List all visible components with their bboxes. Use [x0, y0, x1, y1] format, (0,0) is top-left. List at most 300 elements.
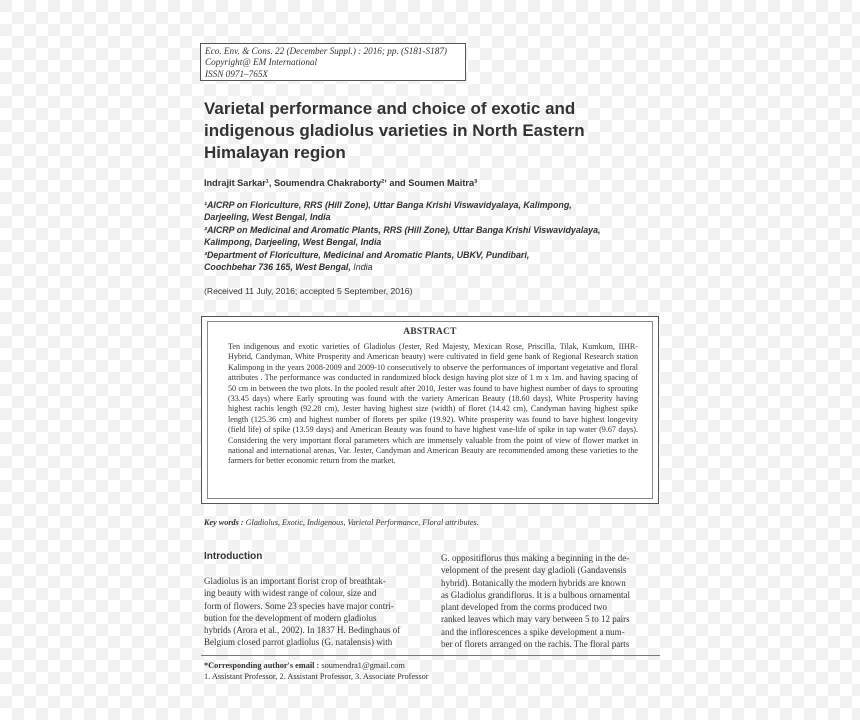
checker-tile	[576, 288, 588, 300]
checker-tile	[528, 672, 540, 684]
checker-tile	[60, 588, 72, 600]
checker-tile	[852, 540, 860, 552]
checker-tile	[168, 312, 180, 324]
checker-tile	[300, 300, 312, 312]
checker-tile	[840, 648, 852, 660]
checker-tile	[636, 156, 648, 168]
checker-tile	[696, 48, 708, 60]
checker-tile	[492, 276, 504, 288]
checker-tile	[0, 480, 12, 492]
checker-tile	[12, 540, 24, 552]
checker-tile	[756, 156, 768, 168]
checker-tile	[540, 12, 552, 24]
checker-tile	[576, 168, 588, 180]
checker-tile	[168, 216, 180, 228]
checker-tile	[744, 408, 756, 420]
checker-tile	[828, 132, 840, 144]
checker-tile	[672, 168, 684, 180]
checker-tile	[192, 552, 204, 564]
checker-tile	[852, 612, 860, 624]
checker-tile	[36, 324, 48, 336]
checker-tile	[0, 504, 12, 516]
checker-tile	[732, 636, 744, 648]
checker-tile	[648, 48, 660, 60]
checker-tile	[492, 660, 504, 672]
checker-tile	[372, 12, 384, 24]
checker-tile	[792, 576, 804, 588]
checker-tile	[816, 48, 828, 60]
checker-tile	[768, 336, 780, 348]
checker-tile	[300, 540, 312, 552]
checker-tile	[0, 360, 12, 372]
checker-tile	[24, 552, 36, 564]
checker-tile	[72, 456, 84, 468]
checker-tile	[600, 672, 612, 684]
checker-tile	[348, 684, 360, 696]
checker-tile	[636, 516, 648, 528]
text-line: hybrids (Arora et al., 2002). In 1837 H. Bedinghaus of	[204, 625, 401, 636]
checker-tile	[768, 600, 780, 612]
checker-tile	[852, 300, 860, 312]
checker-tile	[660, 612, 672, 624]
checker-tile	[516, 84, 528, 96]
checker-tile	[60, 372, 72, 384]
checker-tile	[96, 168, 108, 180]
checker-tile	[36, 612, 48, 624]
checker-tile	[816, 576, 828, 588]
checker-tile	[84, 396, 96, 408]
checker-tile	[60, 636, 72, 648]
checker-tile	[756, 60, 768, 72]
checker-tile	[600, 0, 612, 12]
checker-tile	[840, 624, 852, 636]
checker-tile	[84, 540, 96, 552]
checker-tile	[456, 288, 468, 300]
checker-tile	[492, 516, 504, 528]
checker-tile	[84, 588, 96, 600]
checker-tile	[192, 168, 204, 180]
checker-tile	[648, 72, 660, 84]
checker-tile	[672, 600, 684, 612]
checker-tile	[72, 216, 84, 228]
checker-tile	[468, 12, 480, 24]
checker-tile	[144, 120, 156, 132]
checker-tile	[624, 672, 636, 684]
checker-tile	[132, 36, 144, 48]
checker-tile	[852, 444, 860, 456]
checker-tile	[48, 648, 60, 660]
author-list: Indrajit Sarkar¹, Soumendra Chakraborty²ʼ and Soumen Maitra³	[204, 178, 478, 188]
checker-tile	[840, 0, 852, 12]
checker-tile	[696, 456, 708, 468]
checker-tile	[72, 360, 84, 372]
checker-tile	[336, 0, 348, 12]
checker-tile	[552, 24, 564, 36]
checker-tile	[672, 312, 684, 324]
checker-tile	[636, 132, 648, 144]
checker-tile	[792, 264, 804, 276]
checker-tile	[12, 492, 24, 504]
checker-tile	[624, 528, 636, 540]
checker-tile	[852, 204, 860, 216]
checker-tile	[744, 240, 756, 252]
checker-tile	[180, 444, 192, 456]
checker-tile	[288, 24, 300, 36]
checker-tile	[24, 264, 36, 276]
checker-tile	[132, 300, 144, 312]
checker-tile	[768, 480, 780, 492]
checker-tile	[24, 168, 36, 180]
checker-tile	[84, 372, 96, 384]
text-line: Gladiolus is an important florist crop of breathtak-	[204, 576, 386, 586]
checker-tile	[48, 72, 60, 84]
checker-tile	[48, 600, 60, 612]
checker-tile	[648, 672, 660, 684]
checker-tile	[564, 276, 576, 288]
checker-tile	[768, 528, 780, 540]
checker-tile	[648, 696, 660, 708]
checker-tile	[144, 144, 156, 156]
checker-tile	[696, 216, 708, 228]
checker-tile	[276, 540, 288, 552]
checker-tile	[72, 528, 84, 540]
checker-tile	[684, 540, 696, 552]
checker-tile	[732, 300, 744, 312]
checker-tile	[828, 12, 840, 24]
checker-tile	[348, 12, 360, 24]
checker-tile	[36, 204, 48, 216]
checker-tile	[336, 552, 348, 564]
checker-tile	[24, 696, 36, 708]
checker-tile	[660, 84, 672, 96]
checker-tile	[732, 516, 744, 528]
checker-tile	[312, 648, 324, 660]
checker-tile	[708, 84, 720, 96]
checker-tile	[780, 492, 792, 504]
checker-tile	[504, 48, 516, 60]
checker-tile	[168, 48, 180, 60]
checker-tile	[336, 648, 348, 660]
checker-tile	[108, 108, 120, 120]
checker-tile	[840, 672, 852, 684]
checker-tile	[156, 276, 168, 288]
checker-tile	[792, 168, 804, 180]
checker-tile	[792, 288, 804, 300]
checker-tile	[60, 396, 72, 408]
checker-tile	[48, 360, 60, 372]
checker-tile	[816, 408, 828, 420]
checker-tile	[168, 600, 180, 612]
checker-tile	[528, 696, 540, 708]
checker-tile	[852, 564, 860, 576]
checker-tile	[648, 0, 660, 12]
checker-tile	[816, 336, 828, 348]
checker-tile	[672, 336, 684, 348]
checker-tile	[180, 564, 192, 576]
checker-tile	[780, 588, 792, 600]
checker-tile	[600, 528, 612, 540]
checker-tile	[780, 684, 792, 696]
checker-tile	[120, 216, 132, 228]
checker-tile	[792, 480, 804, 492]
checker-tile	[60, 660, 72, 672]
checker-tile	[720, 672, 732, 684]
checker-tile	[12, 60, 24, 72]
checker-tile	[108, 156, 120, 168]
checker-tile	[96, 552, 108, 564]
checker-tile	[120, 456, 132, 468]
checker-tile	[852, 180, 860, 192]
checker-tile	[204, 300, 216, 312]
checker-tile	[696, 552, 708, 564]
checker-tile	[96, 288, 108, 300]
checker-tile	[720, 552, 732, 564]
checker-tile	[156, 12, 168, 24]
checker-tile	[732, 204, 744, 216]
checker-tile	[732, 492, 744, 504]
checker-tile	[12, 468, 24, 480]
checker-tile	[732, 12, 744, 24]
checker-tile	[804, 660, 816, 672]
checker-tile	[708, 708, 720, 720]
checker-tile	[168, 696, 180, 708]
checker-tile	[684, 612, 696, 624]
checker-tile	[840, 168, 852, 180]
checker-tile	[612, 300, 624, 312]
checker-tile	[72, 120, 84, 132]
checker-tile	[744, 288, 756, 300]
checker-tile	[768, 576, 780, 588]
checker-tile	[660, 252, 672, 264]
checker-tile	[120, 168, 132, 180]
checker-tile	[756, 108, 768, 120]
checker-tile	[432, 504, 444, 516]
checker-tile	[744, 216, 756, 228]
checker-tile	[732, 276, 744, 288]
checker-tile	[12, 636, 24, 648]
checker-tile	[228, 300, 240, 312]
checker-tile	[708, 588, 720, 600]
checker-tile	[0, 408, 12, 420]
checker-tile	[660, 108, 672, 120]
checker-tile	[804, 420, 816, 432]
checker-tile	[168, 456, 180, 468]
checker-tile	[468, 540, 480, 552]
checker-tile	[108, 612, 120, 624]
checker-tile	[852, 396, 860, 408]
checker-tile	[552, 48, 564, 60]
checker-tile	[132, 108, 144, 120]
checker-tile	[732, 708, 744, 720]
checker-tile	[84, 492, 96, 504]
checker-tile	[168, 144, 180, 156]
checker-tile	[108, 36, 120, 48]
checker-tile	[720, 408, 732, 420]
checker-tile	[108, 540, 120, 552]
checker-tile	[648, 528, 660, 540]
checker-tile	[444, 684, 456, 696]
checker-tile	[120, 336, 132, 348]
checker-tile	[732, 84, 744, 96]
checker-tile	[696, 120, 708, 132]
checker-tile	[552, 72, 564, 84]
checker-tile	[480, 24, 492, 36]
checker-tile	[48, 432, 60, 444]
checker-tile	[192, 528, 204, 540]
checker-tile	[648, 288, 660, 300]
checker-tile	[540, 684, 552, 696]
checker-tile	[648, 24, 660, 36]
checker-tile	[60, 252, 72, 264]
checker-tile	[48, 216, 60, 228]
checker-tile	[816, 144, 828, 156]
checker-tile	[24, 48, 36, 60]
checker-tile	[156, 324, 168, 336]
checker-tile	[156, 492, 168, 504]
checker-tile	[672, 264, 684, 276]
checker-tile	[108, 420, 120, 432]
checker-tile	[804, 612, 816, 624]
checker-tile	[708, 180, 720, 192]
checker-tile	[708, 60, 720, 72]
checker-tile	[516, 516, 528, 528]
checker-tile	[780, 276, 792, 288]
checker-tile	[636, 708, 648, 720]
checker-tile	[408, 552, 420, 564]
checker-tile	[108, 372, 120, 384]
checker-tile	[96, 216, 108, 228]
checker-tile	[768, 552, 780, 564]
checker-tile	[660, 60, 672, 72]
checker-tile	[672, 432, 684, 444]
checker-tile	[420, 540, 432, 552]
checker-tile	[720, 0, 732, 12]
checker-tile	[96, 192, 108, 204]
checker-tile	[720, 600, 732, 612]
checker-tile	[168, 672, 180, 684]
checker-tile	[156, 636, 168, 648]
checker-tile	[132, 396, 144, 408]
checker-tile	[744, 384, 756, 396]
checker-tile	[684, 660, 696, 672]
checker-tile	[696, 144, 708, 156]
checker-tile	[48, 144, 60, 156]
checker-tile	[144, 240, 156, 252]
checker-tile	[408, 624, 420, 636]
checker-tile	[756, 660, 768, 672]
checker-tile	[588, 708, 600, 720]
checker-tile	[180, 132, 192, 144]
checker-tile	[180, 204, 192, 216]
checker-tile	[24, 96, 36, 108]
checker-tile	[804, 372, 816, 384]
checker-tile	[156, 60, 168, 72]
checker-tile	[60, 420, 72, 432]
checker-tile	[660, 228, 672, 240]
checker-tile	[12, 420, 24, 432]
checker-tile	[696, 624, 708, 636]
checker-tile	[60, 492, 72, 504]
checker-tile	[564, 36, 576, 48]
checker-tile	[696, 240, 708, 252]
checker-tile	[492, 180, 504, 192]
checker-tile	[228, 84, 240, 96]
checker-tile	[108, 348, 120, 360]
checker-tile	[420, 12, 432, 24]
checker-tile	[660, 372, 672, 384]
checker-tile	[180, 180, 192, 192]
checker-tile	[540, 276, 552, 288]
checker-tile	[36, 516, 48, 528]
checker-tile	[192, 648, 204, 660]
checker-tile	[420, 588, 432, 600]
checker-tile	[180, 252, 192, 264]
checker-tile	[372, 684, 384, 696]
checker-tile	[540, 660, 552, 672]
checker-tile	[0, 696, 12, 708]
checker-tile	[12, 204, 24, 216]
checker-tile	[840, 192, 852, 204]
checker-tile	[516, 180, 528, 192]
checker-tile	[708, 12, 720, 24]
checker-tile	[852, 132, 860, 144]
checker-tile	[36, 108, 48, 120]
checker-tile	[720, 288, 732, 300]
checker-tile	[816, 24, 828, 36]
checker-tile	[828, 444, 840, 456]
checker-tile	[0, 528, 12, 540]
checker-tile	[276, 84, 288, 96]
checker-tile	[804, 708, 816, 720]
checker-tile	[792, 144, 804, 156]
checker-tile	[588, 36, 600, 48]
checker-tile	[672, 360, 684, 372]
checker-tile	[480, 528, 492, 540]
checker-tile	[132, 276, 144, 288]
checker-tile	[744, 672, 756, 684]
checker-tile	[360, 648, 372, 660]
checker-tile	[468, 684, 480, 696]
checker-tile	[336, 24, 348, 36]
checker-tile	[108, 468, 120, 480]
checker-tile	[816, 240, 828, 252]
checker-tile	[24, 600, 36, 612]
checker-tile	[708, 204, 720, 216]
checker-tile	[144, 24, 156, 36]
checker-tile	[660, 468, 672, 480]
checker-tile	[96, 600, 108, 612]
checker-tile	[420, 84, 432, 96]
checker-tile	[144, 576, 156, 588]
checker-tile	[840, 24, 852, 36]
checker-tile	[744, 528, 756, 540]
checker-tile	[72, 576, 84, 588]
checker-tile	[708, 660, 720, 672]
checker-tile	[288, 648, 300, 660]
checker-tile	[156, 372, 168, 384]
checker-tile	[816, 528, 828, 540]
checker-tile	[576, 504, 588, 516]
checker-tile	[24, 72, 36, 84]
checker-tile	[852, 636, 860, 648]
checker-tile	[444, 660, 456, 672]
checker-tile	[684, 252, 696, 264]
checker-tile	[756, 204, 768, 216]
checker-tile	[144, 336, 156, 348]
checker-tile	[816, 360, 828, 372]
checker-tile	[60, 684, 72, 696]
checker-tile	[768, 72, 780, 84]
